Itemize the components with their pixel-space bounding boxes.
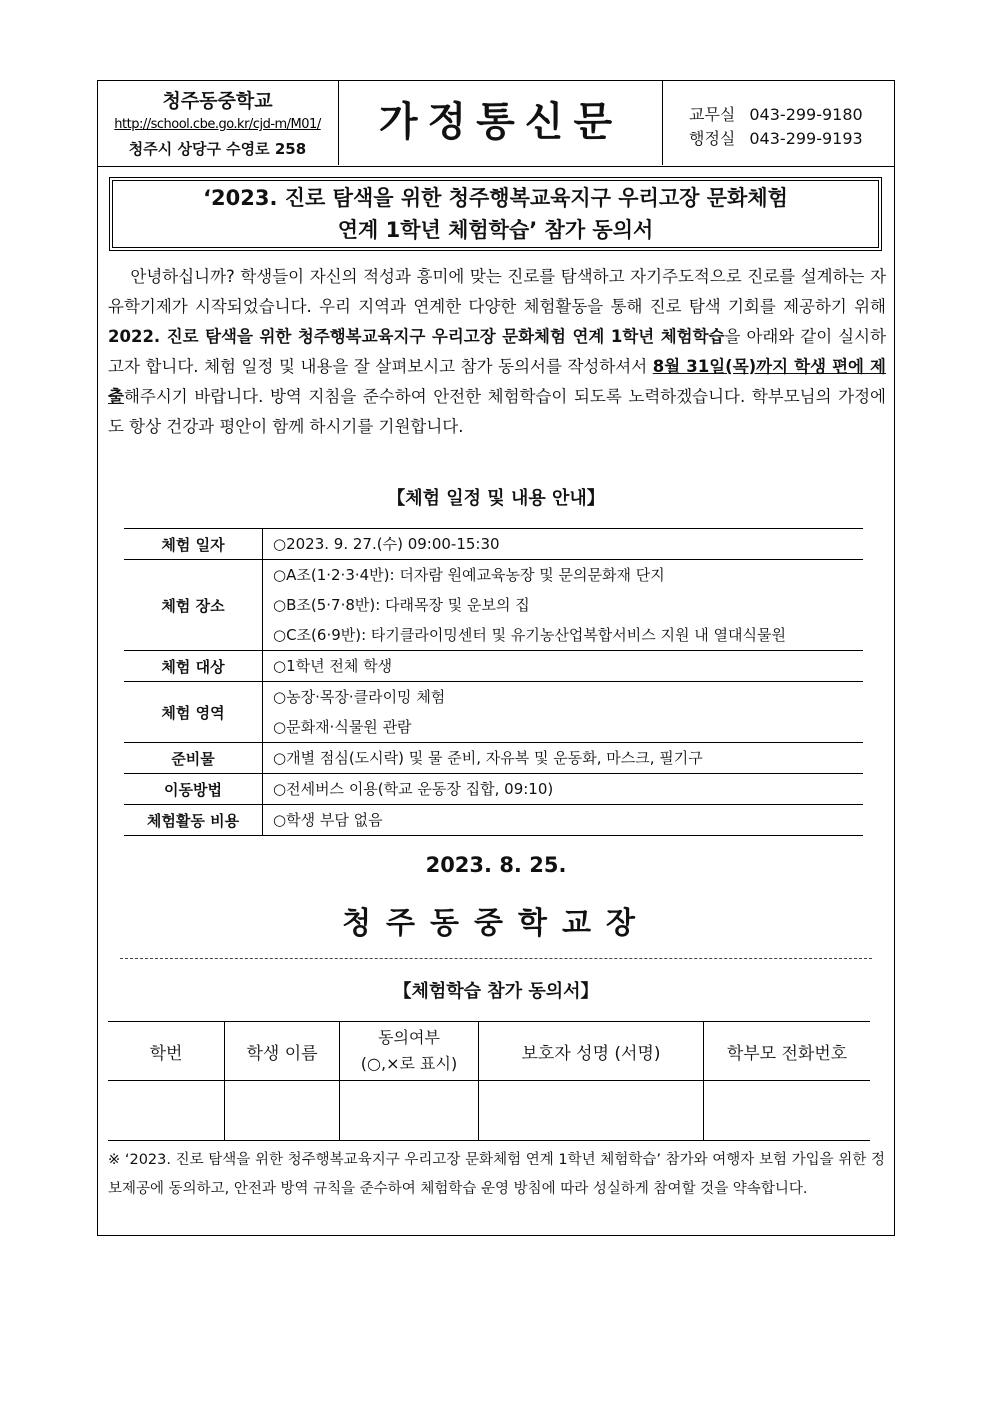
schedule-label: 체험활동 비용 bbox=[124, 805, 263, 836]
schedule-row bbox=[124, 774, 863, 805]
schedule-value: ○2023. 9. 27.(수) 09:00-15:30 bbox=[273, 535, 500, 553]
col-student-id: 학번 bbox=[108, 1022, 225, 1081]
schedule-value: ○C조(6·9반): 타기클라이밍센터 및 유기농산업복합서비스 지원 내 열대식물원 bbox=[273, 626, 786, 644]
cut-line bbox=[120, 958, 872, 959]
consent-table bbox=[108, 1021, 870, 1141]
schedule-label: 체험 대상 bbox=[124, 651, 263, 682]
schedule-value: ○문화재·식물원 관람 bbox=[273, 718, 412, 736]
schedule-label: 이동방법 bbox=[124, 774, 263, 805]
document-title bbox=[112, 180, 879, 248]
schedule-value: ○개별 점심(도시락) 및 물 준비, 자유복 및 운동화, 마스크, 필기구 bbox=[273, 749, 703, 767]
schedule-label: 체험 장소 bbox=[124, 560, 263, 651]
issue-date: 2023. 8. 25. bbox=[425, 853, 567, 877]
phone-office-number: 043-299-9180 bbox=[749, 105, 863, 124]
col-student-name: 학생 이름 bbox=[225, 1022, 340, 1081]
schedule-value: ○B조(5·7·8반): 다래목장 및 운보의 집 bbox=[273, 596, 530, 614]
phone-office-label: 교무실 bbox=[689, 105, 736, 124]
schedule-value: ○학생 부담 없음 bbox=[273, 811, 383, 829]
schedule-row bbox=[124, 651, 863, 682]
contact-phones bbox=[663, 80, 895, 165]
col-guardian-signature: 보호자 성명 (서명) bbox=[479, 1022, 704, 1081]
phone-office bbox=[689, 102, 863, 125]
schedule-row bbox=[124, 529, 863, 560]
guardian-signature-field[interactable] bbox=[479, 1081, 704, 1141]
publication-title-cell bbox=[339, 80, 663, 165]
phone-admin-label: 행정실 bbox=[689, 129, 736, 148]
col-consent-hint: (○,×로 표시) bbox=[360, 1054, 458, 1073]
schedule-table bbox=[124, 528, 863, 836]
intro-paragraph bbox=[108, 262, 886, 442]
intro-text-1: 안녕하십니까? 학생들이 자신의 적성과 흥미에 맞는 진로를 탐색하고 자기주도적으로 진로를 설계하는 자유학기제가 시작되었습니다. 우리 지역과 연계한 다양한 체험활동을 통해 진로 탐색 기회를 제공하기 위해 bbox=[108, 267, 887, 316]
student-name-field[interactable] bbox=[225, 1081, 340, 1141]
school-name: 청주동중학교 bbox=[162, 90, 273, 112]
intro-bold-program: 2022. 진로 탐색을 위한 청주행복교육지구 우리고장 문화체험 연계 1학년 체험학습 bbox=[108, 327, 725, 346]
document-title-line1: ‘2023. 진로 탐색을 위한 청주행복교육지구 우리고장 문화체험 bbox=[203, 186, 788, 210]
schedule-row bbox=[124, 560, 863, 651]
intro-deadline: 8월 31일(목)까지 학생 편에 제출 bbox=[108, 357, 886, 406]
col-consent bbox=[340, 1022, 479, 1081]
schedule-value: ○A조(1·2·3·4반): 더자람 원예교육농장 및 문의문화재 단지 bbox=[273, 566, 665, 584]
consent-note: ※ ‘2023. 진로 탐색을 위한 청주행복교육지구 우리고장 문화체험 연계 1학년 체험학습’ 참가와 여행자 보험 가입을 위한 정보제공에 동의하고, 안전과 방역 규칙을 준수하여 체험학습 운영 방침에 따라 성실하게 참여할 것을 약속합니다. bbox=[108, 1152, 885, 1197]
phone-admin bbox=[689, 126, 863, 149]
schedule-value: ○농장·목장·클라이밍 체험 bbox=[273, 688, 446, 706]
col-consent-label: 동의여부 bbox=[378, 1028, 440, 1047]
school-info bbox=[97, 80, 339, 165]
document-title-line2: 연계 1학년 체험학습’ 참가 동의서 bbox=[337, 218, 654, 242]
schedule-label: 체험 일자 bbox=[124, 529, 263, 560]
schedule-value: ○1학년 전체 학생 bbox=[273, 657, 393, 675]
student-id-field[interactable] bbox=[108, 1081, 225, 1141]
intro-text-2: 을 아래와 같이 실시하고자 합니다. 체험 일정 및 내용을 잘 살펴보시고 참가 동의서를 작성하셔서 bbox=[108, 327, 887, 376]
document-title-box bbox=[109, 177, 882, 251]
schedule-row bbox=[124, 805, 863, 836]
schedule-label: 체험 영역 bbox=[124, 682, 263, 743]
parent-phone-field[interactable] bbox=[704, 1081, 871, 1141]
principal-signature: 청주동중학교장 bbox=[342, 906, 650, 941]
schedule-title: 【체험 일정 및 내용 안내】 bbox=[387, 488, 605, 509]
publication-title: 가정통신문 bbox=[378, 99, 623, 145]
newsletter-header bbox=[97, 80, 895, 167]
col-parent-phone: 학부모 전화번호 bbox=[704, 1022, 871, 1081]
phone-admin-number: 043-299-9193 bbox=[749, 129, 863, 148]
schedule-label: 준비물 bbox=[124, 743, 263, 774]
schedule-row bbox=[124, 682, 863, 743]
intro-text-3: 해주시기 바랍니다. 방역 지침을 준수하여 안전한 체험학습이 되도록 노력하겠습니다. 학부모님의 가정에도 항상 건강과 평안이 함께 하시기를 기원합니다. bbox=[108, 387, 886, 436]
consent-title: 【체험학습 참가 동의서】 bbox=[393, 981, 599, 1002]
school-address: 청주시 상당구 수영로 258 bbox=[128, 140, 307, 158]
consent-mark-field[interactable] bbox=[340, 1081, 479, 1141]
schedule-row bbox=[124, 743, 863, 774]
school-url-link[interactable]: http://school.cbe.go.kr/cjd-m/M01/ bbox=[114, 117, 321, 132]
schedule-value: ○전세버스 이용(학교 운동장 집합, 09:10) bbox=[273, 780, 554, 798]
consent-header-row bbox=[108, 1022, 870, 1081]
consent-input-row bbox=[108, 1081, 870, 1141]
